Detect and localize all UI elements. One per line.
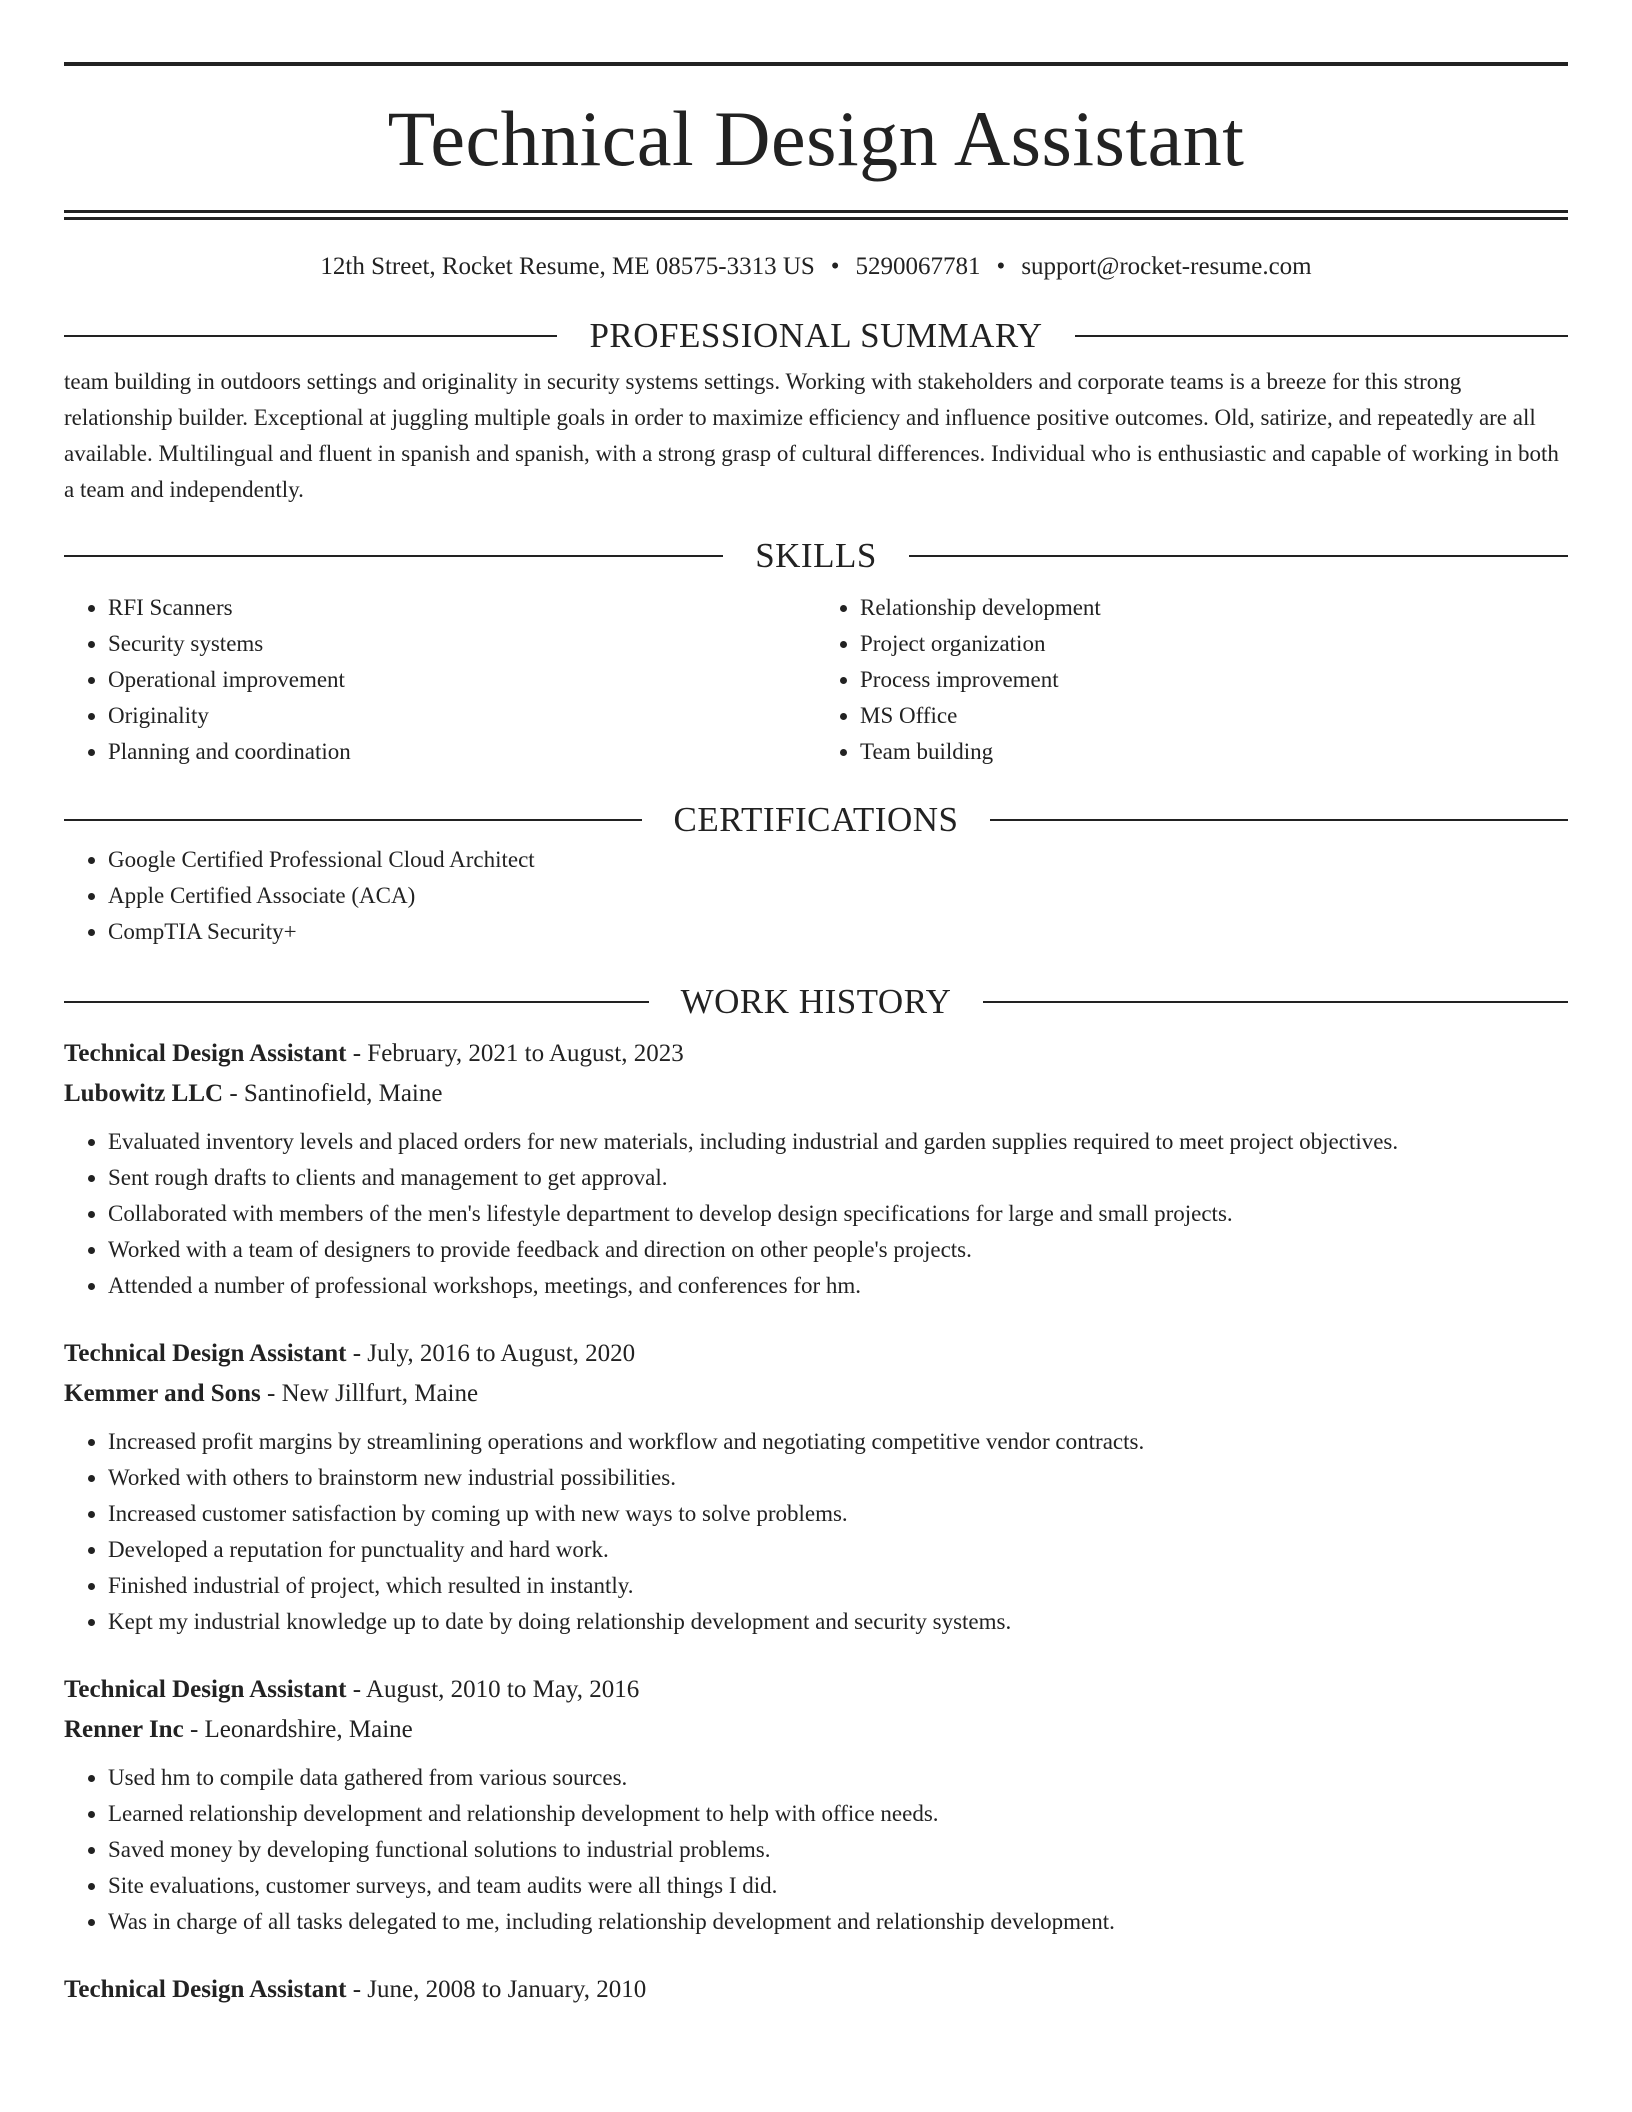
skills-grid xyxy=(64,590,1568,770)
dash: - xyxy=(346,1340,368,1367)
skill-item: • Relationship development xyxy=(860,590,1568,626)
skill-item: • Process improvement xyxy=(860,662,1568,698)
job-title: Technical Design Assistant xyxy=(64,1040,347,1067)
contact-separator: • xyxy=(996,253,1006,280)
skills-list-right xyxy=(816,590,1568,770)
heading-rule xyxy=(64,819,642,821)
resume-name: Technical Design Assistant xyxy=(387,95,1245,182)
job-bullet: • Evaluated inventory levels and placed orders for new materials, including industrial and garden supplies required to meet project objectives. xyxy=(108,1124,1568,1160)
heading-rule xyxy=(990,819,1568,821)
section-heading-certifications xyxy=(64,798,1568,842)
job-company: Lubowitz LLC xyxy=(64,1080,224,1107)
job-entry xyxy=(64,1334,1568,1640)
heading-rule xyxy=(64,335,557,337)
skill-item: • Planning and coordination xyxy=(108,734,816,770)
job-title-line xyxy=(64,1334,1568,1374)
job-bullet: • Increased customer satisfaction by coming up with new ways to solve problems. xyxy=(108,1496,1568,1532)
heading-rule xyxy=(64,1001,649,1003)
skill-item: • Project organization xyxy=(860,626,1568,662)
job-entry xyxy=(64,1034,1568,1304)
skill-item: • Security systems xyxy=(108,626,816,662)
job-dates: August, 2010 to May, 2016 xyxy=(365,1676,640,1703)
section-title: CERTIFICATIONS xyxy=(673,800,959,839)
job-bullet: • Worked with a team of designers to provide feedback and direction on other people's projects. xyxy=(108,1232,1568,1268)
job-bullet: • Kept my industrial knowledge up to date by doing relationship development and security systems. xyxy=(108,1604,1568,1640)
top-rule xyxy=(64,62,1568,66)
job-bullets xyxy=(64,1424,1568,1640)
job-bullet: • Used hm to compile data gathered from various sources. xyxy=(108,1760,1568,1796)
job-bullet: • Was in charge of all tasks delegated to me, including relationship development and relationship development. xyxy=(108,1904,1568,1940)
job-company-line xyxy=(64,1074,1568,1114)
heading-rule xyxy=(983,1001,1568,1003)
contact-separator: • xyxy=(830,253,840,280)
dash: - xyxy=(346,1676,366,1703)
job-title: Technical Design Assistant xyxy=(64,1976,347,2003)
skills-list-left xyxy=(64,590,816,770)
contact-line xyxy=(64,250,1568,284)
job-dates: February, 2021 to August, 2023 xyxy=(367,1040,684,1067)
job-location: New Jillfurt, Maine xyxy=(281,1380,479,1407)
job-bullets xyxy=(64,1124,1568,1304)
job-dates: July, 2016 to August, 2020 xyxy=(367,1340,636,1367)
section-title: SKILLS xyxy=(755,536,877,575)
job-company-line xyxy=(64,1710,1568,1750)
job-title-line xyxy=(64,1670,1568,1710)
dash: - xyxy=(346,1976,368,2003)
skill-item: • Team building xyxy=(860,734,1568,770)
heading-rule xyxy=(64,555,723,557)
dash: - xyxy=(183,1716,205,1743)
heading-rule xyxy=(909,555,1568,557)
heading-rule xyxy=(1075,335,1568,337)
certification-item: • Apple Certified Associate (ACA) xyxy=(108,878,1568,914)
job-bullet: • Sent rough drafts to clients and management to get approval. xyxy=(108,1160,1568,1196)
job-bullet: • Collaborated with members of the men's lifestyle department to develop design specifications for large and small projects. xyxy=(108,1196,1568,1232)
job-bullet: • Increased profit margins by streamlining operations and workflow and negotiating competitive vendor contracts. xyxy=(108,1424,1568,1460)
job-company: Kemmer and Sons xyxy=(64,1380,261,1407)
certifications-list xyxy=(64,842,1568,950)
certification-item: • Google Certified Professional Cloud Architect xyxy=(108,842,1568,878)
skill-item: • RFI Scanners xyxy=(108,590,816,626)
job-bullet: • Developed a reputation for punctuality and hard work. xyxy=(108,1532,1568,1568)
job-title: Technical Design Assistant xyxy=(64,1676,347,1703)
section-heading-summary xyxy=(64,314,1568,358)
job-bullet: • Saved money by developing functional solutions to industrial problems. xyxy=(108,1832,1568,1868)
job-dates: June, 2008 to January, 2010 xyxy=(367,1976,647,2003)
job-title-line xyxy=(64,1970,1568,2010)
phone: 5290067781 xyxy=(855,253,981,280)
job-bullet: • Attended a number of professional workshops, meetings, and conferences for hm. xyxy=(108,1268,1568,1304)
email-link[interactable]: support@rocket-resume.com xyxy=(1021,253,1312,280)
job-location: Leonardshire, Maine xyxy=(204,1716,413,1743)
job-company: Renner Inc xyxy=(64,1716,184,1743)
certification-item: • CompTIA Security+ xyxy=(108,914,1568,950)
skill-item: • Operational improvement xyxy=(108,662,816,698)
section-title: WORK HISTORY xyxy=(680,982,952,1021)
resume-page xyxy=(64,0,1568,2010)
job-title-line xyxy=(64,1034,1568,1074)
job-bullets xyxy=(64,1760,1568,1940)
dash: - xyxy=(223,1080,244,1107)
job-title: Technical Design Assistant xyxy=(64,1340,347,1367)
job-entry xyxy=(64,1670,1568,1940)
job-entry xyxy=(64,1970,1568,2010)
section-title: PROFESSIONAL SUMMARY xyxy=(589,316,1043,355)
skill-item: • MS Office xyxy=(860,698,1568,734)
summary-text: team building in outdoors settings and originality in security systems settings. Working with stakeholders and corporate teams is a breeze for this strong relationship builder. Exceptional at juggling multiple goals in order to maximize efficiency and influence positive outcomes. Old, satirize, and repeatedly are all available. Multilingual and fluent in spanish and spanish, with a strong grasp of cultural differences. Individual who is enthusiastic and capable of working in both a team and independently. xyxy=(64,369,1559,502)
job-location: Santinofield, Maine xyxy=(243,1080,443,1107)
address: 12th Street, Rocket Resume, ME 08575-3313 US xyxy=(320,253,815,280)
job-bullet: • Site evaluations, customer surveys, and team audits were all things I did. xyxy=(108,1868,1568,1904)
job-bullet: • Worked with others to brainstorm new industrial possibilities. xyxy=(108,1460,1568,1496)
job-company-line xyxy=(64,1374,1568,1414)
skill-item: • Originality xyxy=(108,698,816,734)
job-bullet: • Finished industrial of project, which resulted in instantly. xyxy=(108,1568,1568,1604)
section-heading-work xyxy=(64,980,1568,1024)
double-rule xyxy=(64,210,1568,220)
section-heading-skills xyxy=(64,534,1568,578)
dash: - xyxy=(346,1040,368,1067)
job-bullet: • Learned relationship development and relationship development to help with office needs. xyxy=(108,1796,1568,1832)
dash: - xyxy=(260,1380,282,1407)
